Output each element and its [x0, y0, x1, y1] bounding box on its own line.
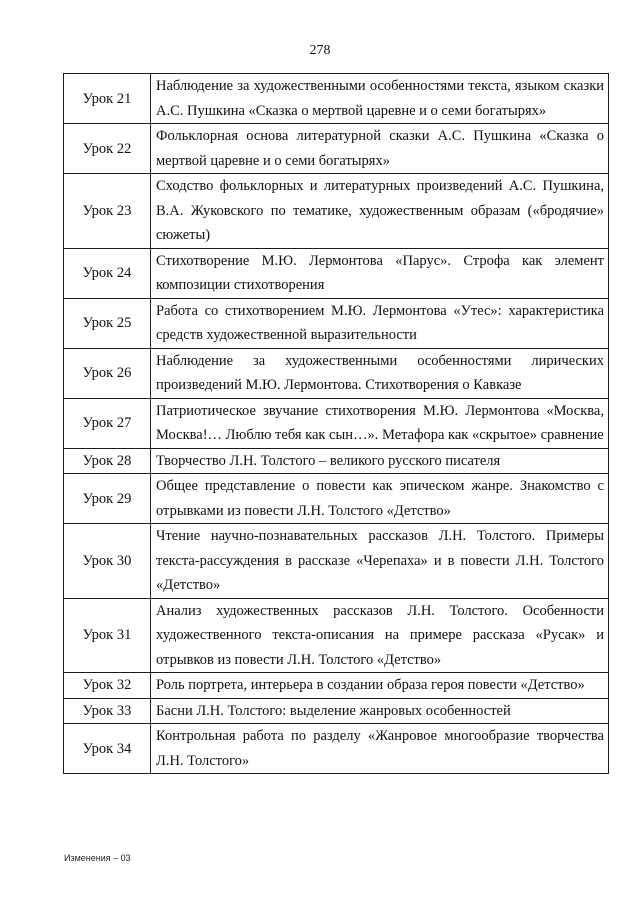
table-row	[64, 398, 609, 448]
lesson-number: Урок 25	[64, 298, 151, 348]
table-row	[64, 298, 609, 348]
lesson-topic: Патриотическое звучание стихотворения М.Ю. Лермонтова «Москва, Москва!… Люблю тебя как сын…». Метафора как «скрытое» сравнение	[151, 398, 609, 448]
lesson-number: Урок 29	[64, 474, 151, 524]
lesson-topic: Анализ художественных рассказов Л.Н. Толстого. Особенности художественного текста-описания на примере рассказа «Русак» и отрывков из повести Л.Н. Толстого «Детство»	[151, 598, 609, 673]
table-row	[64, 524, 609, 599]
table-row	[64, 174, 609, 249]
lesson-topic: Басни Л.Н. Толстого: выделение жанровых особенностей	[151, 698, 609, 724]
lesson-number: Урок 31	[64, 598, 151, 673]
lesson-topic: Творчество Л.Н. Толстого – великого русского писателя	[151, 448, 609, 474]
lessons-table	[63, 73, 609, 774]
lesson-number: Урок 27	[64, 398, 151, 448]
lesson-number: Урок 30	[64, 524, 151, 599]
lesson-topic: Роль портрета, интерьера в создании образа героя повести «Детство»	[151, 673, 609, 699]
table-row	[64, 124, 609, 174]
lesson-topic: Фольклорная основа литературной сказки А.С. Пушкина «Сказка о мертвой царевне и о семи богатырях»	[151, 124, 609, 174]
lesson-number: Урок 23	[64, 174, 151, 249]
lesson-topic: Работа со стихотворением М.Ю. Лермонтова «Утес»: характеристика средств художественной выразительности	[151, 298, 609, 348]
table-row	[64, 598, 609, 673]
lesson-topic: Чтение научно-познавательных рассказов Л.Н. Толстого. Примеры текста-рассуждения в рассказе «Черепаха» и в повести Л.Н. Толстого «Детство»	[151, 524, 609, 599]
page-number: 278	[309, 43, 331, 58]
lesson-number: Урок 32	[64, 673, 151, 699]
table-row	[64, 448, 609, 474]
lesson-topic: Наблюдение за художественными особенностями текста, языком сказки А.С. Пушкина «Сказка о мертвой царевне и о семи богатырях»	[151, 74, 609, 124]
lesson-number: Урок 22	[64, 124, 151, 174]
table-row	[64, 248, 609, 298]
lesson-number: Урок 28	[64, 448, 151, 474]
lesson-topic: Стихотворение М.Ю. Лермонтова «Парус». Строфа как элемент композиции стихотворения	[151, 248, 609, 298]
lesson-number: Урок 26	[64, 348, 151, 398]
lesson-topic: Наблюдение за художественными особенностями лирических произведений М.Ю. Лермонтова. Стихотворения о Кавказе	[151, 348, 609, 398]
lesson-number: Урок 34	[64, 724, 151, 774]
table-row	[64, 698, 609, 724]
lesson-number: Урок 33	[64, 698, 151, 724]
lesson-topic: Общее представление о повести как эпическом жанре. Знакомство с отрывками из повести Л.Н. Толстого «Детство»	[151, 474, 609, 524]
table-row	[64, 348, 609, 398]
table-row	[64, 474, 609, 524]
table-row	[64, 673, 609, 699]
table-row	[64, 724, 609, 774]
lesson-topic: Контрольная работа по разделу «Жанровое многообразие творчества Л.Н. Толстого»	[151, 724, 609, 774]
lesson-number: Урок 24	[64, 248, 151, 298]
lesson-number: Урок 21	[64, 74, 151, 124]
table-row	[64, 74, 609, 124]
revision-footer: Изменения – 03	[64, 853, 131, 863]
lesson-topic: Сходство фольклорных и литературных произведений А.С. Пушкина, В.А. Жуковского по тематике, художественным образам («бродячие» сюжеты)	[151, 174, 609, 249]
